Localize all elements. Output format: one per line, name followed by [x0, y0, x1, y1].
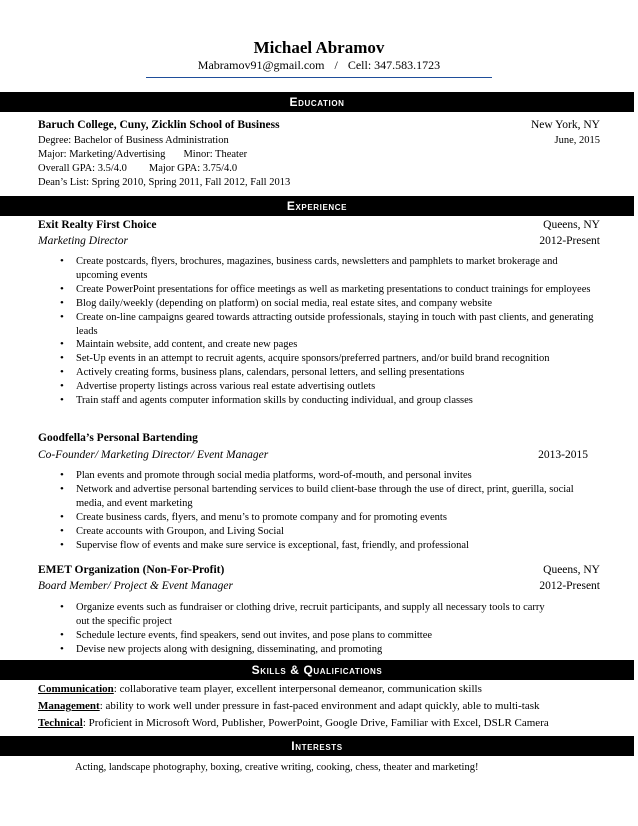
degree: Degree: Bachelor of Business Administration	[38, 135, 229, 146]
skill-label: Communication	[38, 683, 114, 695]
job-bullets	[58, 255, 596, 408]
interests-text: Acting, landscape photography, boxing, creative writing, cooking, chess, theater and marketing!	[75, 762, 479, 773]
list-item: • Actively creating forms, business plans, calendars, personal letters, and selling presentations	[58, 366, 596, 380]
job-title-row	[38, 580, 600, 592]
list-item: • Set-Up events in an attempt to recruit agents, acquire sponsors/preferred partners, and/or build brand recognition	[58, 352, 596, 366]
job-dates: 2012-Present	[539, 235, 600, 247]
job-dates: 2013-2015	[538, 449, 588, 461]
section-heading-experience: Experience	[0, 196, 634, 216]
job-title-row	[38, 449, 600, 461]
job-title: Board Member/ Project & Event Manager	[38, 580, 233, 592]
deans-list-text: Dean’s List: Spring 2010, Spring 2011, Fall 2012, Fall 2013	[38, 177, 291, 188]
job-company-row	[38, 432, 600, 444]
education-major-row	[38, 149, 600, 160]
skill-management	[38, 700, 618, 712]
list-item: • Advertise property listings across various real estate advertising outlets	[58, 380, 596, 394]
skill-technical	[38, 717, 618, 729]
skill-text: : ability to work well under pressure in fast-paced environment and adapt quickly, able to multi-task	[99, 700, 540, 712]
job-bullets	[58, 601, 558, 657]
cell-phone: Cell: 347.583.1723	[347, 58, 441, 72]
graduation-date: June, 2015	[554, 135, 600, 146]
list-item: • Schedule lecture events, find speakers, send out invites, and pose plans to committee	[58, 629, 558, 643]
job-title-row	[38, 235, 600, 247]
list-item: • Maintain website, add content, and create new pages	[58, 338, 596, 352]
list-item: • Train staff and agents computer information skills by conducting individual, and group classes	[58, 394, 596, 408]
section-heading-interests: Interests	[0, 736, 634, 756]
skill-text: : collaborative team player, excellent interpersonal demeanor, communication skills	[113, 683, 482, 695]
job-title: Marketing Director	[38, 235, 128, 247]
overall-gpa: Overall GPA: 3.5/4.0	[38, 163, 127, 174]
job-dates: 2012-Present	[539, 580, 600, 592]
contact-line	[0, 58, 638, 73]
skill-text: : Proficient in Microsoft Word, Publisher, PowerPoint, Google Drive, Familiar with Excel, DSLR Camera	[82, 717, 549, 729]
list-item: • Plan events and promote through social media platforms, word-of-mouth, and personal invites	[58, 469, 596, 483]
education-gpa-row	[38, 163, 600, 174]
job-bullets	[58, 469, 596, 552]
job-company-row	[38, 219, 600, 231]
minor: Minor: Theater	[183, 149, 248, 160]
company-name: Goodfella’s Personal Bartending	[38, 432, 198, 444]
major-gpa: Major GPA: 3.75/4.0	[148, 163, 238, 174]
skill-label: Management	[38, 700, 100, 712]
education-degree-row	[38, 135, 600, 146]
list-item: • Create PowerPoint presentations for office meetings as well as marketing presentations to conduct trainings for employees	[58, 283, 596, 297]
list-item: • Supervise flow of events and make sure service is exceptional, fast, friendly, and professional	[58, 539, 596, 553]
list-item: • Organize events such as fundraiser or clothing drive, recruit participants, and supply all necessary tools to carry out the specific project	[58, 601, 558, 629]
skill-communication	[38, 683, 618, 695]
list-item: • Create postcards, flyers, brochures, magazines, business cards, newsletters and pamphlets to market brokerage and upcoming events	[58, 255, 596, 283]
company-name: Exit Realty First Choice	[38, 219, 157, 231]
list-item: • Create accounts with Groupon, and Living Social	[58, 525, 596, 539]
school-name: Baruch College, Cuny, Zicklin School of Business	[38, 119, 280, 131]
section-heading-education: Education	[0, 92, 634, 112]
list-item: • Blog daily/weekly (depending on platform) on social media, real estate sites, and company website	[58, 297, 596, 311]
resume-name: Michael Abramov	[253, 38, 385, 57]
job-location: Queens, NY	[543, 219, 600, 231]
list-item: • Devise new projects along with designing, disseminating, and promoting	[58, 643, 558, 657]
job-location: Queens, NY	[543, 564, 600, 576]
list-item: • Network and advertise personal bartending services to build client-base through the use of direct, print, guerilla, social media, and event marketing	[58, 483, 596, 511]
header-rule	[146, 77, 492, 78]
email: Mabramov91@gmail.com	[197, 58, 325, 72]
section-heading-skills: Skills & Qualifications	[0, 660, 634, 680]
job-company-row	[38, 564, 600, 576]
deans-list	[38, 177, 600, 188]
contact-separator: /	[334, 58, 338, 72]
job-title: Co-Founder/ Marketing Director/ Event Manager	[38, 449, 269, 461]
list-item: • Create on-line campaigns geared towards attracting outside professionals, staying in touch with past clients, and generating leads	[58, 311, 596, 339]
major: Major: Marketing/Advertising	[38, 149, 166, 160]
company-name: EMET Organization (Non-For-Profit)	[38, 564, 225, 576]
list-item: • Create business cards, flyers, and menu’s to promote company and for promoting events	[58, 511, 596, 525]
skill-label: Technical	[38, 717, 83, 729]
education-school-row	[38, 119, 600, 131]
school-location: New York, NY	[530, 119, 600, 131]
